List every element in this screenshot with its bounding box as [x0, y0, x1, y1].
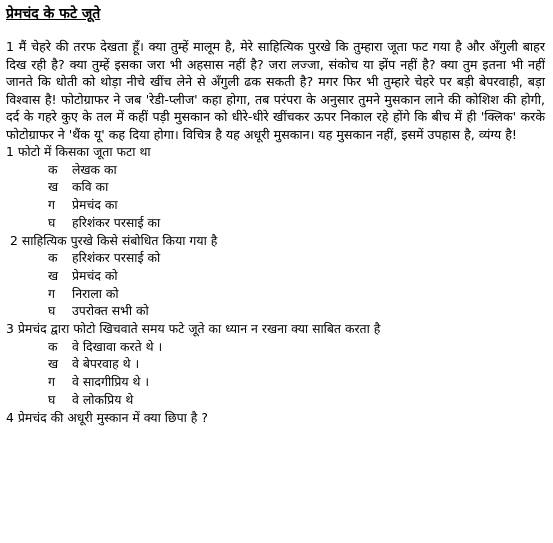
option-letter: ग	[48, 374, 55, 390]
option-text: लेखक का	[72, 161, 117, 177]
option-letter: क	[48, 161, 58, 177]
option-letter: ग	[48, 197, 55, 213]
question-2-option-a	[6, 249, 545, 267]
question-3: 3 प्रेमचंद द्वारा फोटो खिचवाते समय फटे जूते का ध्यान न रखना क्या साबित करता है	[6, 321, 381, 337]
option-letter: क	[48, 338, 58, 354]
question-1-option-b	[6, 178, 545, 196]
option-text: हरिशंकर परसाई को	[72, 250, 161, 266]
option-letter: क	[48, 250, 58, 266]
question-1-option-c	[6, 196, 545, 214]
option-text: वे दिखावा करते थे ।	[72, 338, 163, 354]
option-text: प्रेमचंद को	[72, 267, 118, 283]
question-2: 2 साहित्यिक पुरखे किसे संबोधित किया गया है	[10, 232, 218, 248]
option-text: प्रेमचंद का	[72, 197, 118, 213]
option-text: वे बेपरवाह थे ।	[72, 356, 140, 372]
option-letter: ख	[48, 179, 59, 195]
question-1-option-a	[6, 161, 545, 179]
option-text: हरिशंकर परसाई का	[72, 214, 161, 230]
question-2-option-d	[6, 302, 545, 320]
option-letter: ग	[48, 285, 55, 301]
option-text: उपरोक्त सभी को	[72, 303, 149, 319]
question-block-4	[6, 409, 545, 427]
option-text: कवि का	[72, 179, 109, 195]
question-2-option-b	[6, 267, 545, 285]
question-1: 1 फोटो में किसका जूता फटा था	[6, 144, 151, 159]
option-letter: घ	[48, 303, 56, 319]
question-block-3	[6, 320, 545, 409]
question-block-1	[6, 143, 545, 232]
option-text: वे लोकप्रिय थे	[72, 391, 134, 407]
question-3-option-b	[6, 355, 545, 373]
question-block-2	[6, 232, 545, 321]
question-3-option-d	[6, 391, 545, 409]
option-letter: घ	[48, 214, 56, 230]
passage-paragraph: 1 मैं चेहरे की तरफ देखता हूँ। क्या तुम्हें मालूम है, मेरे साहित्यिक पुरखे कि तुम्हारा जूता फट गया है और अँगुली बाहर दिख रही है? क्या तुम्हें इसका जरा भी अहसास नहीं है? जरा लज्जा, संकोच या झेंप नहीं है? क्या तुम इतना भी नहीं जानते कि धोती को थोड़ा नीचे खींच लेने से अँगुली ढक सकती है? मगर फिर भी तुम्हारे चेहरे पर बड़ी बेपरवाही, बड़ा विश्वास है! फोटोग्राफर ने जब 'रेडी-प्लीज' कहा होगा, तब परंपरा के अनुसार तुमने मुसकान लाने की कोशिश की होगी, दर्द के गहरे कुए के तल में कहीं पड़ी मुसकान को धीरे-धीरे खींचकर ऊपर निकाल रहे होंगे कि बीच में ही 'क्लिक' करके फोटोग्राफर ने 'थैंक यू' कह दिया होगा। विचित्र है यह अधूरी मुसकान। यह मुसकान नहीं, इसमें उपहास है, व्यंग्य है!	[6, 39, 545, 142]
option-text: वे सादगीप्रिय थे ।	[72, 374, 150, 390]
question-3-option-a	[6, 338, 545, 356]
page-title: प्रेमचंद के फटे जूते	[6, 6, 101, 22]
option-letter: घ	[48, 391, 56, 407]
question-4: 4 प्रेमचंद की अधूरी मुस्कान में क्या छिपा है ?	[6, 409, 208, 425]
question-3-option-c	[6, 373, 545, 391]
option-text: निराला को	[72, 285, 119, 301]
question-1-option-d	[6, 214, 545, 232]
option-letter: ख	[48, 267, 59, 283]
option-letter: ख	[48, 356, 59, 372]
question-2-option-c	[6, 285, 545, 303]
